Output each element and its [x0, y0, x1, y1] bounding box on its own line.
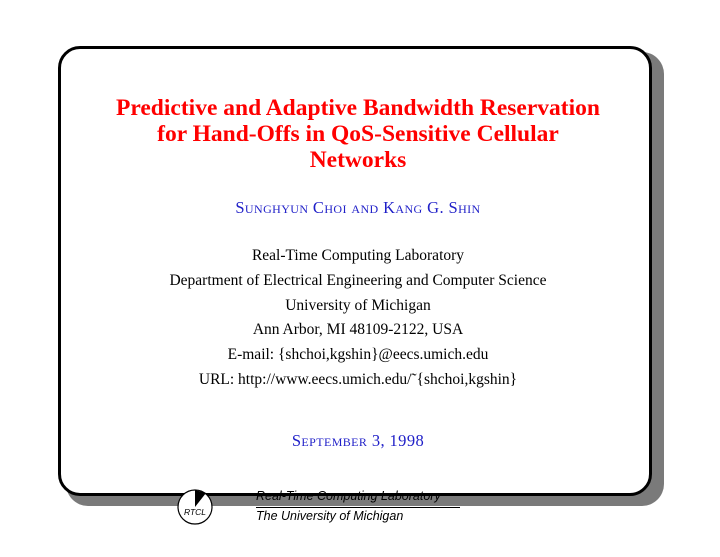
title-line-1: Predictive and Adaptive Bandwidth Reservation: [116, 95, 600, 121]
rtcl-logo-text: RTCL: [183, 507, 207, 517]
affiliation-department: Department of Electrical Engineering and Computer Science: [169, 271, 547, 289]
title-line-2: for Hand-Offs in QoS-Sensitive Cellular: [157, 121, 559, 147]
presentation-date: September 3, 1998: [291, 431, 425, 450]
footer: [256, 486, 441, 526]
affiliation-url: URL: http://www.eecs.umich.edu/˜{shchoi,kgshin}: [198, 370, 518, 388]
title-line-3: Networks: [309, 147, 407, 173]
rtcl-logo: [176, 488, 214, 526]
footer-university: The University of Michigan: [256, 509, 404, 523]
authors: Sunghyun Choi and Kang G. Shin: [235, 198, 481, 217]
footer-divider: [256, 507, 460, 508]
slide-title: [58, 95, 658, 173]
footer-lab: Real-Time Computing Laboratory: [256, 489, 441, 503]
affiliation-email: E-mail: {shchoi,kgshin}@eecs.umich.edu: [227, 346, 489, 364]
affiliation-address: Ann Arbor, MI 48109-2122, USA: [252, 321, 464, 339]
affiliation-lab: Real-Time Computing Laboratory: [251, 247, 465, 264]
affiliation-block: [58, 244, 658, 393]
affiliation-university: University of Michigan: [285, 296, 431, 314]
